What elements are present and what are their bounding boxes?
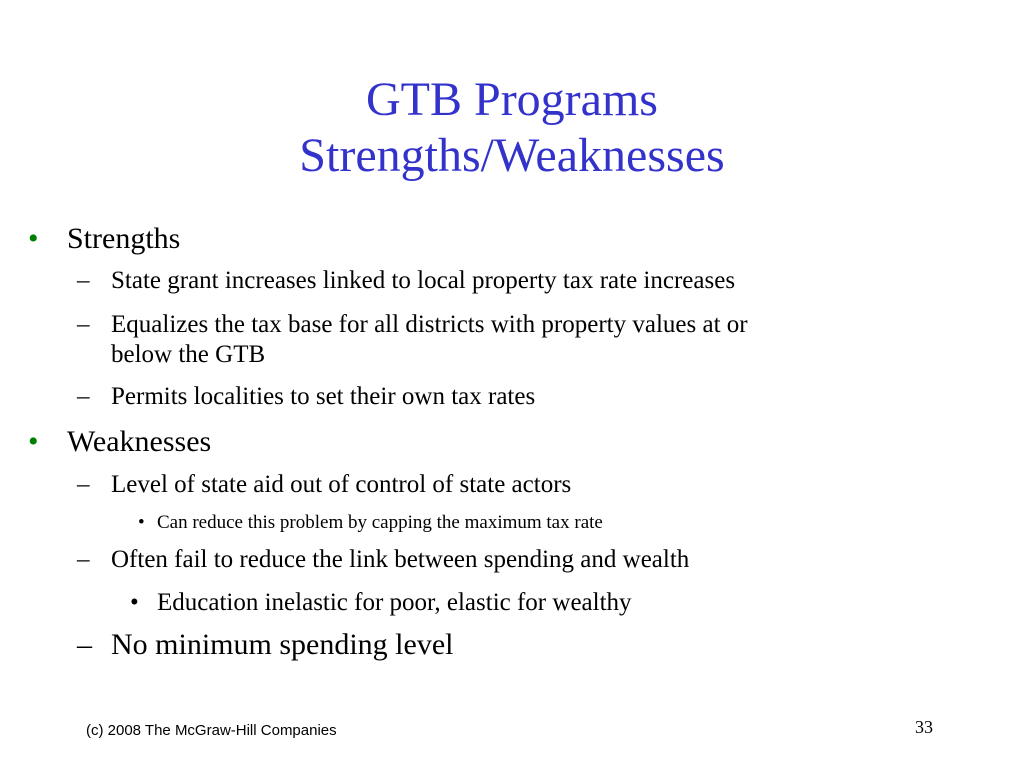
sub-bullet-weakness-1 bbox=[77, 470, 572, 500]
page-number: 33 bbox=[915, 717, 933, 737]
dash-marker: – bbox=[77, 546, 90, 573]
sub-bullet-strength-3 bbox=[77, 382, 536, 412]
bullet-strengths bbox=[28, 222, 181, 256]
sub-bullet-text: Permits localities to set their own tax rates bbox=[111, 383, 536, 410]
sub-bullet-strength-1 bbox=[77, 266, 736, 296]
sub-bullet-strength-2-continuation bbox=[111, 340, 265, 370]
footer-copyright: (c) 2008 The McGraw-Hill Companies bbox=[86, 722, 337, 739]
slide-title bbox=[0, 72, 1024, 184]
bullet-label: Strengths bbox=[67, 222, 181, 255]
bullet-marker: • bbox=[130, 589, 139, 616]
bullet-marker: • bbox=[138, 512, 145, 533]
dash-marker: – bbox=[77, 471, 90, 498]
bullet-marker: • bbox=[28, 222, 39, 255]
dash-marker: – bbox=[77, 267, 90, 294]
slide-title-line-1: GTB Programs bbox=[366, 73, 658, 126]
sub-sub-bullet-weakness-1 bbox=[138, 512, 603, 534]
bullet-weaknesses bbox=[28, 425, 212, 459]
sub-sub-bullet-weakness-2 bbox=[130, 588, 632, 618]
sub-bullet-weakness-3 bbox=[77, 628, 454, 662]
sub-bullet-text: State grant increases linked to local property tax rate increases bbox=[111, 267, 736, 294]
sub-bullet-text: No minimum spending level bbox=[111, 628, 454, 661]
sub-bullet-text: Often fail to reduce the link between spending and wealth bbox=[111, 546, 690, 573]
sub-bullet-strength-2 bbox=[77, 310, 748, 340]
bullet-marker: • bbox=[28, 425, 39, 458]
dash-marker: – bbox=[77, 628, 92, 661]
slide-title-line-2: Strengths/Weaknesses bbox=[299, 129, 725, 182]
sub-bullet-text-line-1: Equalizes the tax base for all districts with property values at or bbox=[111, 311, 748, 338]
dash-marker: – bbox=[77, 383, 90, 410]
sub-bullet-text-line-2: below the GTB bbox=[111, 341, 266, 368]
bullet-label: Weaknesses bbox=[67, 425, 212, 458]
sub-sub-bullet-text: Education inelastic for poor, elastic for wealthy bbox=[157, 589, 632, 616]
dash-marker: – bbox=[77, 311, 90, 338]
sub-bullet-text: Level of state aid out of control of state actors bbox=[111, 471, 572, 498]
sub-bullet-weakness-2 bbox=[77, 545, 690, 575]
sub-sub-bullet-text: Can reduce this problem by capping the maximum tax rate bbox=[157, 512, 603, 533]
